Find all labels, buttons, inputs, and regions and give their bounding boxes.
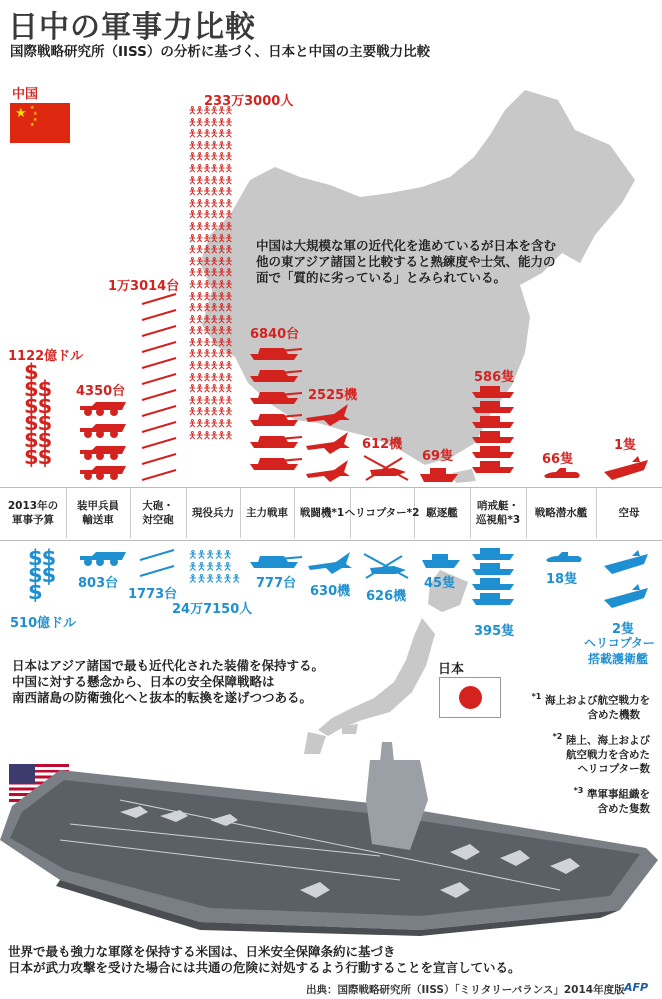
japan-tanks-value: 777台 (256, 576, 297, 591)
category-cell (526, 488, 597, 538)
china-apc-icons (76, 398, 131, 482)
china-soldier-icons: 🯅🯅🯅🯅🯅🯅🯅🯅🯅🯅🯅🯅🯅🯅🯅🯅🯅🯅🯅🯅🯅🯅🯅🯅🯅🯅🯅🯅🯅🯅🯅🯅🯅🯅🯅🯅🯅🯅🯅🯅🯅🯅🯅🯅🯅🯅🯅🯅🯅🯅🯅🯅🯅🯅🯅🯅🯅🯅🯅🯅🯅🯅🯅🯅🯅🯅🯅🯅🯅🯅🯅🯅🯅🯅🯅🯅🯅🯅🯅🯅🯅🯅🯅🯅🯅🯅🯅🯅🯅🯅🯅🯅🯅🯅🯅🯅🯅🯅🯅🯅🯅🯅🯅🯅🯅🯅🯅🯅🯅🯅🯅🯅🯅🯅🯅🯅🯅🯅🯅🯅🯅🯅🯅🯅🯅🯅🯅🯅🯅🯅🯅🯅🯅🯅🯅🯅🯅🯅🯅🯅🯅🯅🯅🯅🯅🯅🯅🯅🯅🯅🯅🯅🯅🯅🯅🯅🯅🯅🯅🯅🯅🯅🯅🯅🯅🯅🯅🯅🯅🯅🯅🯅🯅🯅 (188, 106, 232, 442)
china-carrier-icon (602, 452, 650, 482)
category-label-line1: 哨戒艇・ (477, 500, 519, 512)
china-flag-icon: ★ ★ ★ ★ ★ (10, 103, 70, 143)
china-carriers-value: 1隻 (614, 438, 637, 453)
china-helicopter-icon (362, 452, 412, 484)
china-tank-icons (248, 340, 302, 484)
china-tanks-value: 6840台 (250, 327, 300, 342)
japan-budget-value: 510億ドル (10, 616, 77, 631)
category-label-line2: 巡視船*3 (475, 514, 521, 526)
footnote-2-line1: 陸上、海上および (566, 734, 650, 747)
footnote-1-line1: 海上および航空戦力を (545, 694, 650, 707)
japan-note-line2: 中国に対する懸念から、日本の安全保障戦略は (12, 674, 275, 689)
japan-soldier-icons: 🯅🯅🯅🯅🯅🯅🯅🯅🯅🯅🯅🯅🯅🯅🯅🯅 (188, 548, 241, 585)
category-label-line1: 装甲兵員 (77, 500, 119, 512)
category-label-line2: 輸送車 (82, 514, 114, 526)
footnote-2-line2: 航空戦力を含めた (566, 748, 650, 761)
japan-label: 日本 (438, 662, 465, 677)
category-cell (344, 488, 420, 538)
japan-troops-value: 24万7150人 (172, 602, 253, 617)
category-label-line2: 対空砲 (142, 514, 174, 526)
china-artillery-value: 1万3014台 (108, 279, 180, 294)
footnote-1-mark: *1 (531, 692, 542, 701)
japan-helicopters-value: 626機 (366, 589, 407, 604)
china-label: 中国 (12, 87, 39, 102)
china-patrol-value: 586隻 (474, 370, 515, 385)
japan-submarines-value: 18隻 (546, 572, 578, 587)
footnote-2-line3: ヘリコプター数 (577, 762, 650, 775)
japan-note-line1: 日本はアジア諸国で最も近代化された装備を保持する。 (12, 658, 325, 673)
afp-logo: AFP (624, 981, 649, 994)
japan-patrol-value: 395隻 (474, 624, 515, 639)
japan-apc-value: 803台 (78, 576, 119, 591)
japan-fighter-icon (306, 548, 354, 578)
category-label-line1: 主力戦車 (246, 507, 288, 519)
japan-destroyers-value: 45隻 (424, 576, 456, 591)
japan-fighters-value: 630機 (310, 584, 351, 599)
category-cell (414, 488, 471, 538)
footnote-3-line1: 準軍事組織を (587, 788, 650, 801)
category-label-line1: 2013年の (7, 500, 59, 512)
china-apc-value: 4350台 (76, 384, 126, 399)
japan-tank-icon (248, 548, 302, 570)
usa-note-line1: 世界で最も強力な軍隊を保持する米国は、日米安全保障条約に基づき (8, 944, 396, 959)
china-submarines-value: 66隻 (542, 452, 574, 467)
china-submarine-icon (542, 466, 582, 482)
usa-note-line2: 日本が武力攻撃を受けた場合には共通の危険に対処するよう行動することを宣言している。 (8, 960, 521, 975)
china-destroyer-icon (418, 462, 460, 484)
footnote-2-mark: *2 (552, 732, 563, 741)
china-artillery-icons (136, 292, 184, 482)
footnote-3-line2: 含めた隻数 (597, 802, 650, 815)
japan-carrier-icons (602, 546, 650, 612)
category-label-line1: 大砲・ (142, 500, 174, 512)
japan-carrier-type-line2: 搭載護衛艦 (588, 652, 649, 666)
category-cell (596, 488, 662, 538)
category-label-line1: 空母 (618, 507, 640, 519)
category-label-line1: 戦略潜水艦 (534, 507, 588, 519)
category-label-line1: 現役兵力 (192, 507, 234, 519)
category-cell (240, 488, 295, 538)
japan-apc-icon (76, 548, 131, 568)
category-label-line2: 軍事予算 (12, 514, 54, 526)
china-helicopters-value: 612機 (362, 437, 403, 452)
japan-artillery-value: 1773台 (128, 587, 178, 602)
japan-artillery-icons (134, 546, 182, 580)
japan-patrol-icons (470, 546, 518, 618)
category-cell (130, 488, 187, 538)
aircraft-carrier-illustration (0, 740, 662, 936)
usa-note (8, 944, 521, 976)
category-cell (294, 488, 351, 538)
footnote-3-mark: *3 (573, 786, 584, 795)
category-label-line1: 駆逐艦 (426, 507, 458, 519)
china-troops-value: 233万3000人 (204, 94, 294, 109)
footnote-1-line2: 含めた機数 (587, 708, 640, 721)
japan-carrier-type-line1: ヘリコプター (584, 636, 655, 650)
source-text: 出典：国際戦略研究所（IISS）「ミリタリーバランス」2014年度版 (306, 984, 625, 996)
japan-carriers-value: 2隻 (612, 622, 635, 637)
china-budget-value: 1122億ドル (8, 349, 84, 364)
page-subtitle: 国際戦略研究所（IISS）の分析に基づく、日本と中国の主要戦力比較 (10, 44, 431, 60)
china-fighters-value: 2525機 (308, 388, 358, 403)
japan-flag-icon (439, 677, 501, 718)
japan-submarine-icon (544, 550, 584, 566)
china-note: 中国は大規模な軍の近代化を進めているが日本を含む他の東アジア諸国と比較すると熟練度や士気、能力の面で「質的に劣っている」とみられている。 (256, 238, 557, 285)
category-cell (470, 488, 527, 538)
china-destroyers-value: 69隻 (422, 449, 454, 464)
japan-helicopter-icon (362, 550, 412, 582)
category-label-line1: 戦闘機*1 (299, 507, 345, 519)
category-cell (0, 488, 67, 538)
china-dollar-icons: $ $$ $$ $$ $$ $$ (24, 360, 52, 469)
japan-note (12, 658, 324, 706)
china-patrol-icons (470, 384, 518, 484)
category-cell (186, 488, 241, 538)
japan-dollar-icons: $$ $$ $ (28, 546, 56, 604)
japan-note-line3: 南西諸島の防衛強化へと抜本的転換を遂げつつある。 (12, 690, 313, 705)
category-cell (66, 488, 131, 538)
page-title: 日中の軍事力比較 (8, 10, 256, 45)
footnote-1 (520, 690, 650, 722)
category-label-line1: ヘリコプター*2 (344, 507, 420, 519)
china-fighter-icons (304, 400, 352, 484)
japan-destroyer-icon (420, 548, 462, 570)
